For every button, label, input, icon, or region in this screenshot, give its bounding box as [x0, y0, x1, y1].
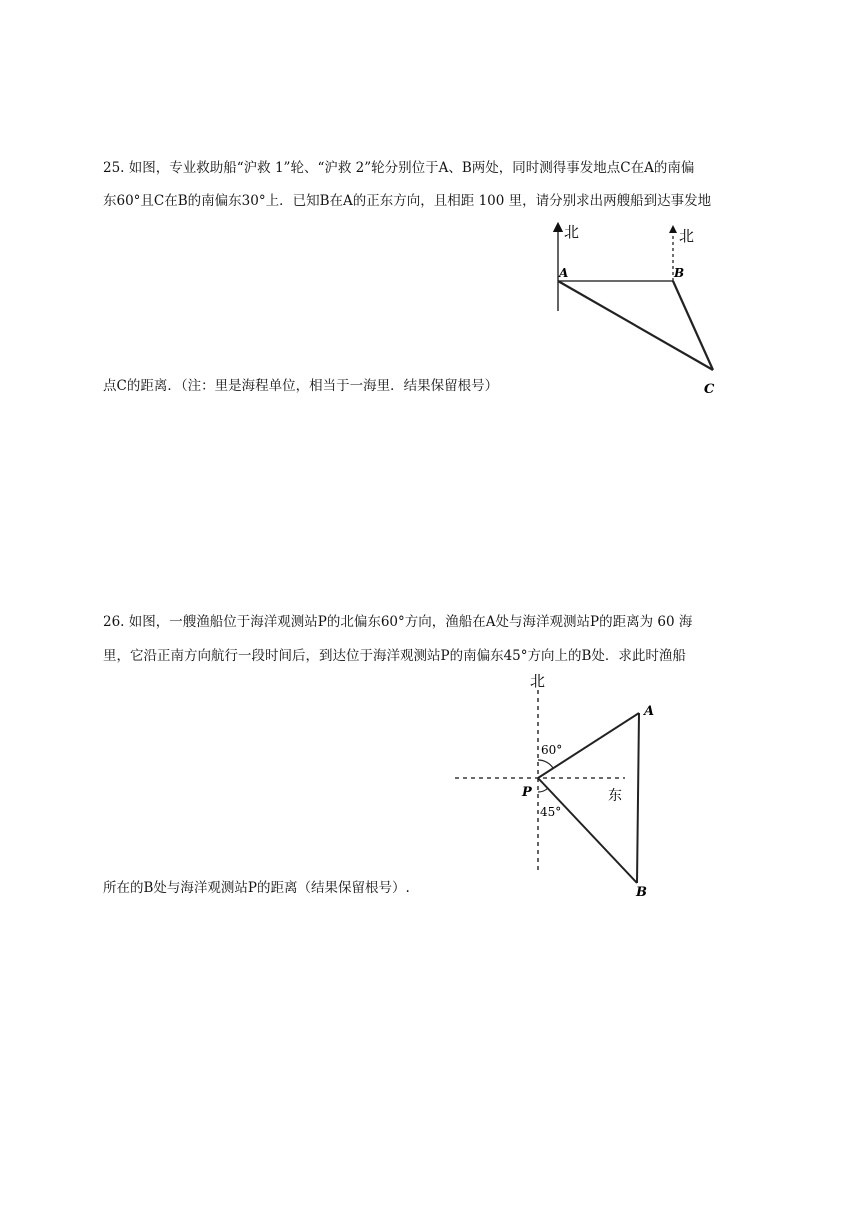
q26-line-1: 26. 如图，一艘渔船位于海洋观测站P的北偏东60°方向，渔船在A处与海洋观测站P的距离为 60 海: [103, 614, 693, 630]
q25-line-3: 点C的距离．（注：里是海程单位，相当于一海里．结果保留根号）: [103, 378, 499, 394]
angle-arc-60: [538, 760, 553, 768]
q26-line-2: 里，它沿正南方向航行一段时间后，到达位于海洋观测站P的南偏东45°方向上的B处．求此时渔船: [103, 648, 686, 664]
label-a: A: [559, 266, 569, 280]
q26-figure: [450, 668, 670, 900]
label-c: C: [704, 382, 715, 397]
angle-arc-45: [538, 788, 548, 792]
east-label: 东: [608, 788, 622, 804]
segment-ac: [558, 281, 713, 370]
label-b: B: [674, 266, 685, 280]
segment-ab: [637, 713, 639, 883]
north-arrowhead-b: [669, 225, 677, 233]
angle-45-label: 45°: [540, 805, 562, 819]
q26-line-3: 所在的B处与海洋观测站P的距离（结果保留根号）.: [103, 880, 410, 896]
north-label-a: 北: [564, 223, 580, 241]
q25-line-1: 25. 如图，专业救助船“沪救 1”轮、“沪救 2”轮分别位于A、B两处，同时测得事发地点C在A的南偏: [103, 160, 695, 176]
angle-60-label: 60°: [541, 743, 563, 757]
q25-line-2: 东60°且C在B的南偏东30°上．已知B在A的正东方向，且相距 100 里，请分别求出两艘船到达事发地: [103, 193, 712, 209]
segment-pb: [538, 778, 637, 883]
north-label-b: 北: [679, 227, 695, 245]
label-p: P: [522, 785, 532, 800]
q25-figure: [540, 215, 740, 405]
north-label: 北: [530, 672, 546, 690]
label-a: A: [644, 704, 655, 719]
label-b: B: [636, 885, 647, 900]
segment-bc: [673, 281, 713, 370]
